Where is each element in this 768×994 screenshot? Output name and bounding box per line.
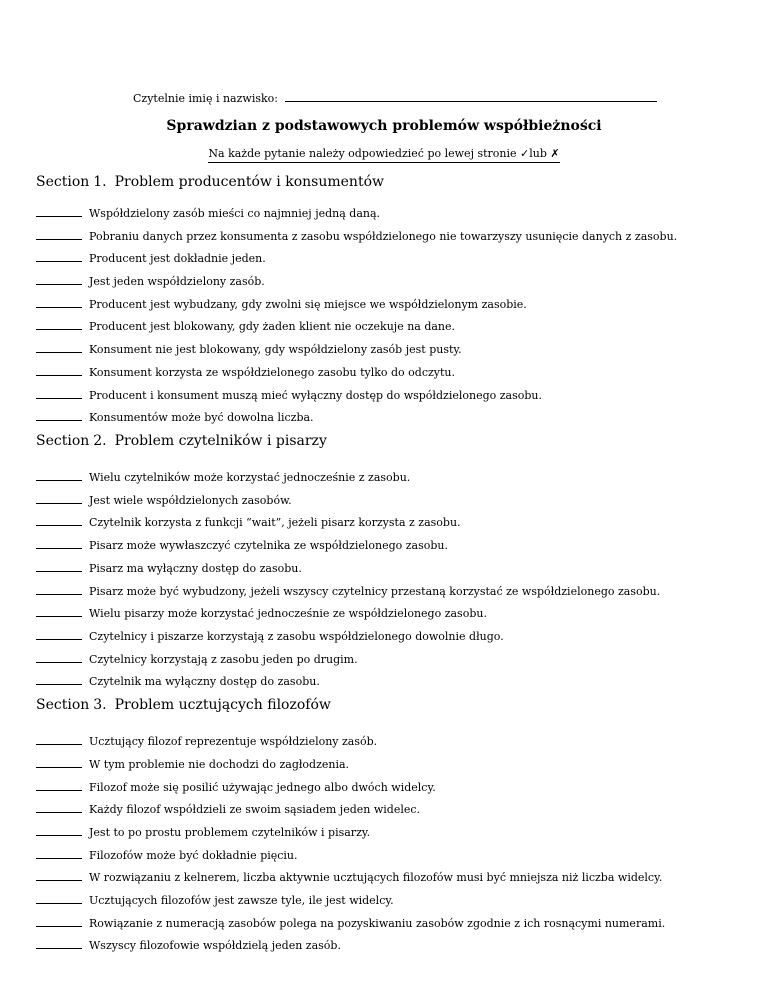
question-text: W tym problemie nie dochodzi do zagłodzenia. [89,758,350,771]
question-text: Wielu czytelników może korzystać jednocześnie z zasobu. [89,471,411,484]
question-item [36,653,358,666]
question-text: Pisarz może wywłaszczyć czytelnika ze współdzielonego zasobu. [89,539,449,552]
question-item [36,516,461,529]
section-title: Problem czytelników i pisarzy [114,433,327,449]
question-item [36,562,302,575]
section-label: Section [36,697,90,713]
question-item [36,803,420,816]
question-text: W rozwiązaniu z kelnerem, liczba aktywnie ucztujących filozofów musi być mniejsza niż liczba widelcy. [89,871,663,884]
question-text: Ucztujących filozofów jest zawsze tyle, ile jest widelcy. [89,894,394,907]
question-item [36,675,320,688]
section-label: Section [36,174,90,190]
answer-blank[interactable] [36,607,82,617]
question-item [36,298,527,311]
answer-blank[interactable] [36,320,82,330]
question-item [36,758,349,771]
answer-blank[interactable] [36,675,82,685]
question-item [36,917,665,930]
question-text: Jest to po prostu problemem czytelników i pisarzy. [89,826,371,839]
answer-blank[interactable] [36,298,82,308]
question-text: Wszyscy filozofowie współdzielą jeden zasób. [89,939,341,952]
question-text: Każdy filozof współdzieli ze swoim sąsiadem jeden widelec. [89,803,421,816]
section-number: 2. [93,433,107,449]
question-item [36,494,292,507]
answer-blank[interactable] [36,758,82,768]
question-text: Współdzielony zasób mieści co najmniej jedną daną. [89,207,381,220]
question-item [36,320,455,333]
question-item [36,607,487,620]
question-text: Wielu pisarzy może korzystać jednocześnie ze współdzielonego zasobu. [89,607,487,620]
answer-blank[interactable] [36,275,82,285]
question-item [36,207,380,220]
answer-blank[interactable] [36,230,82,240]
question-text: Konsument korzysta ze współdzielonego zasobu tylko do odczytu. [89,366,456,379]
question-item [36,389,542,402]
question-text: Jest wiele współdzielonych zasobów. [89,494,292,507]
question-text: Konsumentów może być dowolna liczba. [89,411,314,424]
question-item [36,871,662,884]
question-item [36,230,677,243]
question-item [36,411,314,424]
answer-blank[interactable] [36,781,82,791]
section-number: 3. [93,697,107,713]
instructions-text: Na każde pytanie należy odpowiedzieć po lewej stronie ✓lub ✗ [208,147,559,163]
question-item [36,849,298,862]
answer-blank[interactable] [36,917,82,927]
answer-blank[interactable] [36,894,82,904]
question-item [36,471,410,484]
question-text: Producent jest dokładnie jeden. [89,252,266,265]
question-text: Rowiązanie z numeracją zasobów polega na pozyskiwaniu zasobów zgodnie z ich rosnącymi numerami. [89,917,666,930]
question-item [36,252,266,265]
section-title: Problem producentów i konsumentów [114,174,384,190]
question-text: Czytelnicy korzystają z zasobu jeden po drugim. [89,653,358,666]
question-text: Czytelnik korzysta z funkcji “wait”, jeżeli pisarz korzysta z zasobu. [89,516,461,529]
question-item [36,539,448,552]
answer-blank[interactable] [36,630,82,640]
question-text: Producent jest blokowany, gdy żaden klient nie oczekuje na dane. [89,320,456,333]
question-text: Jest jeden współdzielony zasób. [89,275,265,288]
answer-blank[interactable] [36,471,82,481]
question-text: Producent jest wybudzany, gdy zwolni się miejsce we współdzielonym zasobie. [89,298,527,311]
question-text: Czytelnik ma wyłączny dostęp do zasobu. [89,675,320,688]
question-item [36,366,455,379]
answer-blank[interactable] [36,735,82,745]
answer-blank[interactable] [36,494,82,504]
question-text: Pobraniu danych przez konsumenta z zasobu współdzielonego nie towarzyszy usunięcie danych z zasobu. [89,230,678,243]
question-item [36,630,504,643]
question-item [36,781,436,794]
answer-blank[interactable] [36,939,82,949]
section-number: 1. [93,174,107,190]
answer-blank[interactable] [36,411,82,421]
answer-blank[interactable] [36,252,82,262]
question-item [36,275,265,288]
answer-blank[interactable] [36,871,82,881]
question-text: Filozofów może być dokładnie pięciu. [89,849,298,862]
name-blank-line[interactable] [285,100,657,102]
question-item [36,585,660,598]
question-text: Pisarz ma wyłączny dostęp do zasobu. [89,562,302,575]
answer-blank[interactable] [36,343,82,353]
question-item [36,894,394,907]
question-text: Producent i konsument muszą mieć wyłączny dostęp do współdzielonego zasobu. [89,389,543,402]
answer-blank[interactable] [36,366,82,376]
question-text: Filozof może się posilić używając jednego albo dwóch widelcy. [89,781,436,794]
page-title: Sprawdzian z podstawowych problemów współbieżności [166,118,602,134]
question-item [36,826,370,839]
answer-blank[interactable] [36,653,82,663]
question-item [36,735,377,748]
section-1-heading [36,174,384,190]
answer-blank[interactable] [36,585,82,595]
answer-blank[interactable] [36,803,82,813]
instructions [0,147,768,160]
answer-blank[interactable] [36,389,82,399]
answer-blank[interactable] [36,539,82,549]
question-text: Pisarz może być wybudzony, jeżeli wszyscy czytelnicy przestaną korzystać ze współdzielonego zasobu. [89,585,661,598]
answer-blank[interactable] [36,826,82,836]
name-field-row [133,92,657,105]
question-item [36,939,341,952]
section-label: Section [36,433,90,449]
question-text: Konsument nie jest blokowany, gdy współdzielony zasób jest pusty. [89,343,462,356]
answer-blank[interactable] [36,207,82,217]
question-text: Czytelnicy i piszarze korzystają z zasobu współdzielonego dowolnie długo. [89,630,504,643]
question-item [36,343,462,356]
section-2-heading [36,433,327,449]
name-label: Czytelnie imię i nazwisko: [133,92,278,105]
answer-blank[interactable] [36,849,82,859]
answer-blank[interactable] [36,516,82,526]
section-title: Problem ucztujących filozofów [114,697,331,713]
question-text: Ucztujący filozof reprezentuje współdzielony zasób. [89,735,378,748]
answer-blank[interactable] [36,562,82,572]
section-3-heading [36,697,331,713]
